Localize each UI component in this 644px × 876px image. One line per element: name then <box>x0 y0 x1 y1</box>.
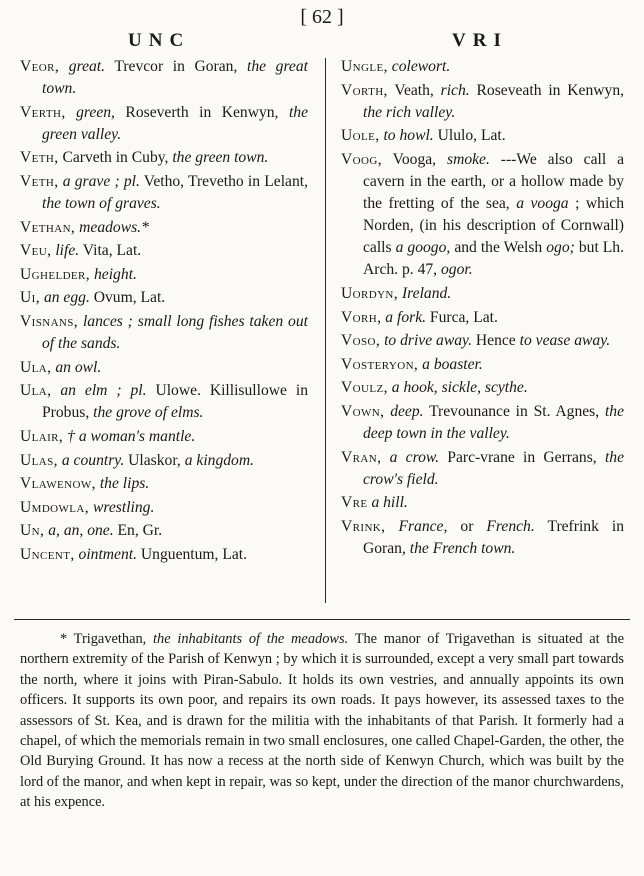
dictionary-entry <box>341 447 624 491</box>
dictionary-entry <box>20 56 308 100</box>
dictionary-entry <box>341 125 624 147</box>
dictionary-entry <box>20 380 308 424</box>
entry-text: Unguentum, Lat. <box>140 545 248 563</box>
entry-sense: an elm ; pl. <box>60 382 147 400</box>
column-header-right: VRI <box>452 30 508 51</box>
entry-text: ---We also call a cavern in the earth, or a hollow made by the fretting of the sea, <box>363 150 624 213</box>
entry-sense: a grave ; pl. <box>62 172 140 190</box>
dictionary-entry <box>20 147 308 169</box>
entry-sense: † a woman's mantle. <box>67 428 196 445</box>
entry-headword: Uordyn, <box>341 284 399 302</box>
entry-text: Hence <box>475 332 516 350</box>
entry-headword: Ula, <box>20 358 52 376</box>
dictionary-entry <box>341 307 624 329</box>
dictionary-entry <box>341 330 624 352</box>
entry-sense: deep. <box>390 402 424 420</box>
footnote-lead: * Trigavethan, <box>60 631 147 647</box>
dictionary-entry <box>341 149 624 282</box>
entry-gloss: a vooga <box>516 195 569 213</box>
dictionary-entry <box>341 401 624 445</box>
dictionary-entry <box>20 171 308 215</box>
dictionary-entry <box>341 492 624 514</box>
entry-gloss: the crow's field. <box>363 448 624 488</box>
dictionary-entry <box>20 544 308 566</box>
entry-text: Ovum, Lat. <box>93 289 166 307</box>
dictionary-entry <box>20 311 308 355</box>
entry-sense: a, an, one. <box>48 522 114 540</box>
entry-headword: Umdowla, <box>20 498 90 516</box>
entry-text: or <box>460 517 474 535</box>
left-column <box>20 56 308 568</box>
entry-headword: Ulas, <box>20 451 58 469</box>
entry-sense: a crow. <box>389 448 440 466</box>
footnote-body: The manor of Trigavethan is situated at the northern extremity of the Parish of Kenwyn ; by which it is surrounded, except a very small part towards the north, where it joins with Piran-Sabulo. It holds its own vestries, and annually appoints its own officers. It supports its own poor, and repairs its own roads. It pays however, its assessed taxes to the assessors of St. Kea, and is drawn for the militia with the inhabitants of that Parish. It formerly had a chapel, of which the memorials remain in two small enclosures, one called Chapel-Garden, the other, the Old Burying Ground. It has now a recess at the north side of Kenwyn Church, which was built by the lord of the manor, and when kept in repair, was so kept, under the direction of the manor churchwardens, at his expence. <box>20 631 624 811</box>
entry-sense: height. <box>94 265 137 283</box>
dictionary-entry <box>341 283 624 305</box>
dictionary-entry <box>341 516 624 560</box>
entry-gloss: the deep town in the valley. <box>363 402 624 442</box>
entry-gloss: the great town. <box>42 58 308 98</box>
entry-sense: an egg. <box>43 289 90 307</box>
entry-headword: Vosteryon, <box>341 355 419 373</box>
entry-text: and the Welsh <box>454 239 543 257</box>
entry-headword: Vorh, <box>341 308 382 326</box>
entry-text: En, Gr. <box>117 522 163 540</box>
entry-text: but Lh. Arch. p. 47, <box>363 239 625 279</box>
dictionary-entry <box>341 80 624 124</box>
entry-gloss: the grove of elms. <box>93 404 204 422</box>
entry-headword: Vethan, <box>20 218 76 236</box>
entry-sense: meadows.* <box>79 218 149 236</box>
dictionary-entry <box>20 240 308 262</box>
entry-gloss: a googo, <box>395 239 451 257</box>
entry-gloss: the green valley. <box>42 103 309 143</box>
dictionary-entry <box>341 377 624 399</box>
entry-headword: Verth, <box>20 103 66 121</box>
entry-text: Trevcor in Goran, <box>114 58 238 75</box>
dictionary-entry <box>20 287 308 309</box>
entry-text: Ululo, Lat. <box>437 127 506 145</box>
entry-sense: to howl. <box>383 127 434 145</box>
entry-sense: France, <box>398 517 448 535</box>
entry-sense: an owl. <box>55 358 102 376</box>
entry-headword: Voog, <box>341 150 382 168</box>
entry-headword: Veth, <box>20 149 59 167</box>
dictionary-entry <box>20 450 308 472</box>
entry-sense: a country. <box>61 451 125 469</box>
dictionary-entry <box>20 520 308 542</box>
entry-headword: Ungle, <box>341 58 388 75</box>
dictionary-entry <box>341 354 624 376</box>
dictionary-entry <box>20 217 308 239</box>
entry-sense: great. <box>68 58 106 75</box>
entry-headword: Ulair, <box>20 428 64 445</box>
column-divider <box>325 58 326 603</box>
entry-text: Ulowe. Killisullowe in Probus, <box>42 382 308 422</box>
entry-text: Ulaskor, <box>128 451 181 469</box>
entry-gloss: the French town. <box>409 539 516 557</box>
entry-sense: green, <box>76 103 115 121</box>
dictionary-entry <box>20 264 308 286</box>
entry-headword: Visnans, <box>20 313 79 331</box>
entry-gloss: small long fishes taken out of the sands. <box>42 313 308 353</box>
entry-text: Vooga, <box>392 150 437 168</box>
entry-sense: to drive away. <box>384 332 472 350</box>
entry-sense: a boaster. <box>422 355 483 373</box>
column-header-left: UNC <box>128 30 191 51</box>
right-column <box>341 56 624 562</box>
entry-sense: Ireland. <box>401 284 452 302</box>
dictionary-entry <box>20 357 308 379</box>
entry-sense: a hill. <box>371 494 408 512</box>
entry-headword: Ula, <box>20 382 52 400</box>
dictionary-entry <box>20 102 308 146</box>
entry-text: Veath, <box>394 81 434 99</box>
entry-headword: Uole, <box>341 127 380 145</box>
entry-text: Roseverth in Kenwyn, <box>125 103 279 121</box>
entry-gloss: a kingdom. <box>184 451 254 469</box>
entry-text: Parc-vrane in Gerrans, <box>447 448 597 466</box>
entry-gloss: to vease away. <box>519 332 611 350</box>
entry-text: Furca, Lat. <box>429 308 498 326</box>
entry-sense: the lips. <box>99 475 150 493</box>
dictionary-entry <box>20 426 308 448</box>
entry-sense: ointment. <box>78 545 138 563</box>
entry-headword: Veu, <box>20 242 52 260</box>
entry-headword: Veth, <box>20 172 59 190</box>
dictionary-entry <box>341 56 624 78</box>
entry-sense: wrestling. <box>92 498 155 516</box>
entry-text: Roseveath in Kenwyn, <box>476 81 625 99</box>
entry-headword: Vown, <box>341 402 385 420</box>
entry-gloss: smoke. <box>447 150 490 168</box>
entry-text: ; which Norden, (in his description of Cornwall) calls <box>363 195 624 257</box>
entry-headword: Vorth, <box>341 81 388 99</box>
entry-headword: Voulz, <box>341 379 388 397</box>
entry-gloss: the rich valley. <box>363 103 456 121</box>
entry-gloss: ogor. <box>440 261 473 279</box>
entry-headword: Ughelder, <box>20 265 91 283</box>
entry-text: Vita, Lat. <box>82 242 142 260</box>
entry-gloss: French. <box>486 517 535 535</box>
entry-sense: a fork. <box>385 308 427 326</box>
entry-headword: Uncent, <box>20 545 75 563</box>
entry-headword: Vran, <box>341 448 382 466</box>
entry-gloss: rich. <box>440 81 470 99</box>
entry-headword: Ui, <box>20 289 41 307</box>
dictionary-entry <box>20 497 308 519</box>
entry-gloss: ogo; <box>546 239 575 257</box>
footnote <box>20 629 624 813</box>
entry-headword: Veor, <box>20 58 60 75</box>
entry-headword: Vlawenow, <box>20 475 96 493</box>
footnote-lead-italic: the inhabitants of the meadows. <box>153 631 349 647</box>
entry-sense: a hook, sickle, scythe. <box>391 379 528 397</box>
entry-sense: colewort. <box>391 58 451 75</box>
entry-gloss: the town of graves. <box>42 195 161 213</box>
entry-text: Vetho, Trevetho in Lelant, <box>143 172 308 190</box>
entry-headword: Un, <box>20 522 45 540</box>
entry-sense: lances ; <box>82 313 133 331</box>
entry-headword: Vrink, <box>341 517 386 535</box>
dictionary-entry <box>20 473 308 495</box>
entry-text: Trefrink in Goran, <box>363 517 624 557</box>
entry-gloss: the green town. <box>172 149 269 167</box>
page-number: [ 62 ] <box>300 6 344 28</box>
entry-text: Trevounance in St. Agnes, <box>429 402 600 420</box>
entry-headword: Vre <box>341 494 368 512</box>
entry-text: Carveth in Cuby, <box>62 149 169 167</box>
entry-sense: life. <box>55 242 80 260</box>
entry-headword: Voso, <box>341 332 381 350</box>
footnote-rule <box>14 619 630 620</box>
